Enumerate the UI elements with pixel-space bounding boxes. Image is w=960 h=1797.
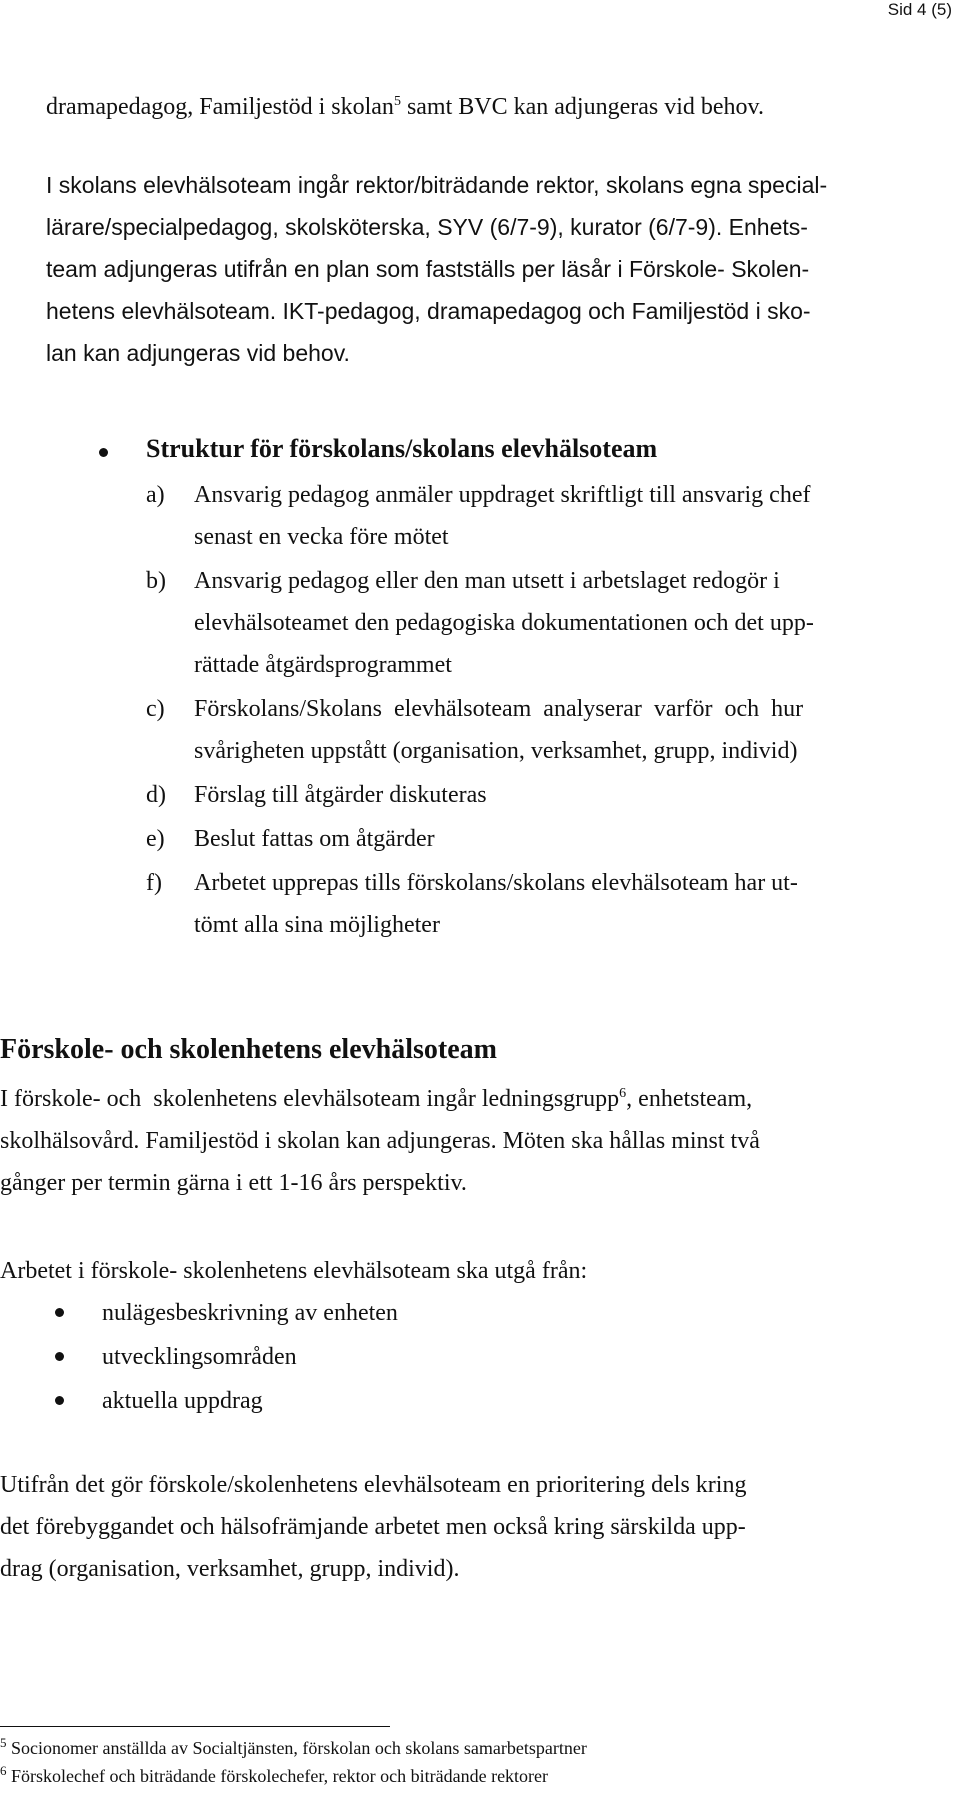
para2-line3: team adjungeras utifrån en plan som fastställs per läsår i Förskole- Skolen-	[46, 256, 810, 282]
section-heading: Förskole- och skolenhetens elevhälsoteam	[0, 1034, 497, 1065]
list-item-b-line2: elevhälsoteamet den pedagogiska dokumentationen och det upp-	[194, 610, 814, 636]
bullet-icon	[99, 448, 108, 457]
work-bullet-2: utvecklingsområden	[102, 1344, 297, 1370]
bullet-icon	[55, 1308, 64, 1317]
footnote-rule	[0, 1726, 390, 1727]
para2-line2: lärare/specialpedagog, skolsköterska, SYV (6/7-9), kurator (6/7-9). Enhets-	[46, 214, 808, 240]
list-letter-d: d)	[146, 782, 166, 808]
para2-line1: I skolans elevhälsoteam ingår rektor/biträdande rektor, skolans egna special-	[46, 172, 828, 198]
closing-line3: drag (organisation, verksamhet, grupp, individ).	[0, 1556, 460, 1582]
list-item-c-line1: Förskolans/Skolans elevhälsoteam analyserar varför och hur	[194, 696, 804, 722]
list-letter-e: e)	[146, 826, 165, 852]
work-intro: Arbetet i förskole- skolenhetens elevhälsoteam ska utgå från:	[0, 1258, 588, 1284]
list-item-a-line2: senast en vecka före mötet	[194, 524, 449, 550]
work-bullet-3: aktuella uppdrag	[102, 1388, 263, 1414]
list-item-d-line1: Förslag till åtgärder diskuteras	[194, 782, 487, 808]
list-item-a-line1: Ansvarig pedagog anmäler uppdraget skriftligt till ansvarig chef	[194, 482, 811, 508]
closing-line2: det förebyggandet och hälsofrämjande arbetet men också kring särskilda upp-	[0, 1514, 746, 1540]
section2-line1-a: I förskole- och skolenhetens elevhälsoteam ingår ledningsgrupp	[0, 1086, 620, 1112]
list-item-c-line2: svårigheten uppstått (organisation, verksamhet, grupp, individ)	[194, 738, 798, 764]
list-item-b-line1-text: Ansvarig pedagog eller den man utsett i arbetslaget redogör i	[194, 568, 780, 594]
intro-paragraph	[46, 86, 764, 128]
footnote-6	[0, 1763, 549, 1787]
footnote-ref-6: 6	[619, 1086, 627, 1101]
bullet-icon	[55, 1352, 64, 1361]
footnote-5	[0, 1735, 587, 1759]
page-number: Sid 4 (5)	[887, 0, 952, 19]
list-letter-a: a)	[146, 482, 165, 508]
work-bullet-1: nulägesbeskrivning av enheten	[102, 1300, 398, 1326]
structure-title: Struktur för förskolans/skolans elevhälsoteam	[146, 434, 658, 463]
bullet-icon	[55, 1396, 64, 1405]
para2-line5: lan kan adjungeras vid behov.	[46, 340, 350, 366]
list-letter-b: b)	[146, 568, 166, 594]
intro-text-a: dramapedagog, Familjestöd i skolan	[46, 94, 394, 120]
list-item-b-line1	[194, 568, 956, 595]
section2-line3: gånger per termin gärna i ett 1-16 års perspektiv.	[0, 1170, 467, 1196]
section2-line2: skolhälsovård. Familjestöd i skolan kan adjungeras. Möten ska hållas minst två	[0, 1128, 760, 1154]
footnote-5-text: Socionomer anställda av Socialtjänsten, förskolan och skolans samarbetspartner	[6, 1738, 587, 1758]
section2-line1	[0, 1078, 752, 1120]
list-item-e-line1: Beslut fattas om åtgärder	[194, 826, 435, 852]
closing-line1: Utifrån det gör förskole/skolenhetens elevhälsoteam en prioritering dels kring	[0, 1472, 747, 1498]
footnote-6-num: 6	[0, 1763, 7, 1778]
list-letter-c: c)	[146, 696, 165, 722]
footnote-6-text: Förskolechef och biträdande förskolechefer, rektor och biträdande rektorer	[6, 1766, 549, 1786]
section2-line1-b: , enhetsteam,	[626, 1086, 753, 1112]
list-item-b-line3: rättade åtgärdsprogrammet	[194, 652, 452, 678]
intro-text-b: samt BVC kan adjungeras vid behov.	[400, 94, 764, 120]
list-item-f-line1: Arbetet upprepas tills förskolans/skolans elevhälsoteam har ut-	[194, 870, 798, 896]
footnote-5-num: 5	[0, 1735, 7, 1750]
para2-line4: hetens elevhälsoteam. IKT-pedagog, dramapedagog och Familjestöd i sko-	[46, 298, 811, 324]
footnote-ref-5: 5	[393, 94, 401, 109]
list-item-f-line2: tömt alla sina möjligheter	[194, 912, 440, 938]
list-letter-f: f)	[146, 870, 162, 896]
